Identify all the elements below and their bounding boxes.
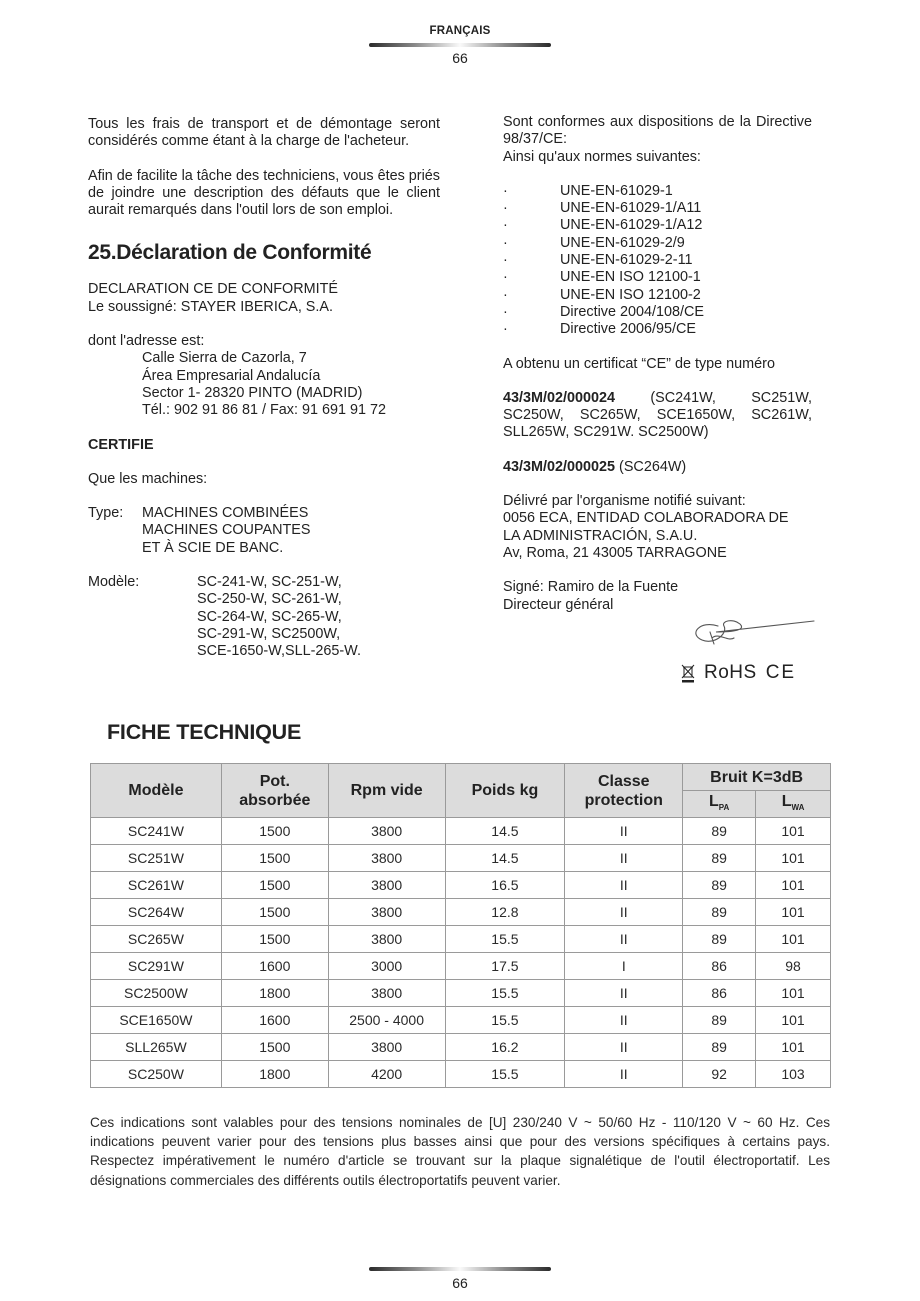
cell-rpm: 3800 [328,845,445,872]
standard-label: UNE-EN-61029-1/A12 [560,217,703,234]
cell-class: II [565,845,683,872]
cell-lwa: 101 [756,872,831,899]
issuer-line: LA ADMINISTRACIÓN, S.A.U. [503,527,698,544]
col-power [221,764,328,818]
col-class-line2: protection [584,791,663,809]
table-row [91,953,831,980]
cell-lpa: 89 [683,899,756,926]
col-weight: Poids kg [445,764,565,818]
cell-model: SCE1650W [91,1007,222,1034]
standards-list [503,183,812,339]
cell-weight: 17.5 [445,953,565,980]
language-header: FRANÇAIS [429,25,491,37]
standard-item [503,269,812,286]
cell-weight: 14.5 [445,818,565,845]
page-number-top: 66 [452,50,468,66]
standard-label: UNE-EN-61029-2/9 [560,234,685,251]
standard-item [503,235,812,252]
cell-lwa: 101 [756,926,831,953]
cell-class: I [565,953,683,980]
cell-rpm: 4200 [328,1061,445,1088]
certificate-1-number: 43/3M/02/000024 [503,389,616,406]
standard-label: Directive 2004/108/CE [560,303,704,320]
table-row [91,980,831,1007]
table-row [91,845,831,872]
cell-lpa: 89 [683,1007,756,1034]
col-power-line1: Pot. [259,772,290,790]
cell-weight: 12.8 [445,899,565,926]
voltage-note: Ces indications sont valables pour des tensions nominales de [U] 230/240 V ~ 50/60 Hz - 110/120 V ~ 60 Hz. Ces indications peuvent varier pour des tensions plus basses ainsi que pour des versions spécifiques à certains pays. Respectez impérativement le numéro d'article se trouvant sur la plaque signalétique de l'outil électroportatif. Les désignations commerciales des différents outils électroportatifs peuvent varier. [90,1115,830,1188]
conformity-text: Sont conformes aux dispositions de la Directive 98/37/CE: [503,114,812,148]
cell-rpm: 3800 [328,818,445,845]
section-title: 25.Déclaration de Conformité [88,241,372,265]
col-model: Modèle [91,764,222,818]
table-row [91,1061,831,1088]
bullet-icon: · [503,321,508,338]
cell-rpm: 2500 - 4000 [328,1007,445,1034]
cell-model: SC251W [91,845,222,872]
standard-item [503,287,812,304]
col-lwa [756,791,831,818]
table-header-row [91,764,831,791]
cell-lwa: 101 [756,1034,831,1061]
address-line: Área Empresarial Andalucía [142,367,321,384]
cell-rpm: 3800 [328,926,445,953]
cell-lpa: 89 [683,845,756,872]
right-column [503,114,812,614]
cell-lwa: 101 [756,899,831,926]
standard-label: UNE-EN ISO 12100-2 [560,286,701,303]
cell-lpa: 89 [683,926,756,953]
ce-mark: CE [765,662,797,683]
standard-label: UNE-EN-61029-1 [560,182,673,199]
table-row [91,899,831,926]
cell-lpa: 86 [683,980,756,1007]
col-class-line1: Classe [597,772,650,790]
cell-weight: 16.5 [445,872,565,899]
certificate-1-models: (SC241W, SC251W, SC250W, SC265W, SCE1650W, SC261W, SLL265W, SC291W. SC2500W) [503,389,812,441]
cell-lpa: 89 [683,818,756,845]
standard-item [503,200,812,217]
cell-model: SC265W [91,926,222,953]
cell-weight: 15.5 [445,1061,565,1088]
cell-lpa: 92 [683,1061,756,1088]
col-lpa [683,791,756,818]
cell-power: 1500 [221,899,328,926]
certifie-heading: CERTIFIE [88,436,154,453]
cell-weight: 16.2 [445,1034,565,1061]
model-line: SC-291-W, SC2500W, [197,625,341,642]
cell-model: SC250W [91,1061,222,1088]
table-row [91,872,831,899]
cell-class: II [565,1061,683,1088]
issuer-line: Av, Roma, 21 43005 TARRAGONE [503,544,727,561]
type-line: MACHINES COMBINÉES [142,505,309,522]
cell-weight: 15.5 [445,1007,565,1034]
issuer-line: 0056 ECA, ENTIDAD COLABORADORA DE [503,510,789,527]
fiche-title: FICHE TECHNIQUE [107,720,302,744]
cell-power: 1500 [221,1034,328,1061]
machines-intro: Que les machines: [88,470,208,487]
cell-class: II [565,1034,683,1061]
certificate-2 [503,459,812,476]
left-column [88,116,440,661]
standard-label: UNE-EN-61029-2-11 [560,252,693,269]
certificate-2-number: 43/3M/02/000025 [503,458,616,475]
address-intro: dont l'adresse est: [88,333,205,350]
cell-model: SLL265W [91,1034,222,1061]
cell-model: SC291W [91,953,222,980]
cell-class: II [565,980,683,1007]
undersigned: Le soussigné: STAYER IBERICA, S.A. [88,298,334,315]
declaration-title: DECLARATION CE DE CONFORMITÉ [88,281,338,298]
cell-class: II [565,926,683,953]
bullet-icon: · [503,182,508,199]
bullet-icon: · [503,303,508,320]
standards-intro: Ainsi qu'aux normes suivantes: [503,148,701,165]
weee-bin-icon [681,663,695,683]
cell-lwa: 101 [756,818,831,845]
col-lwa-sub: WA [791,802,805,812]
bullet-icon: · [503,234,508,251]
cell-lwa: 103 [756,1061,831,1088]
table-row [91,1007,831,1034]
address-block [88,350,440,419]
issuer-line: Délivré par l'organisme notifié suivant: [503,493,746,510]
address-line: Sector 1- 28320 PINTO (MADRID) [142,384,363,401]
col-rpm: Rpm vide [328,764,445,818]
model-line: SC-264-W, SC-265-W, [197,608,342,625]
address-line: Tél.: 902 91 86 81 / Fax: 91 691 91 72 [142,402,387,419]
model-line: SC-250-W, SC-261-W, [197,591,342,608]
type-line: MACHINES COUPANTES [142,522,311,539]
standard-label: Directive 2006/95/CE [560,321,696,338]
cell-lpa: 86 [683,953,756,980]
cell-power: 1500 [221,818,328,845]
col-lpa-main: L [708,792,719,810]
model-label: Modèle: [88,574,140,591]
compliance-logos [681,660,796,686]
cell-class: II [565,899,683,926]
type-label: Type: [88,505,124,522]
cell-rpm: 3800 [328,872,445,899]
cell-lwa: 98 [756,953,831,980]
table-row [91,926,831,953]
type-line: ET À SCIE DE BANC. [142,539,284,556]
col-noise: Bruit K=3dB [683,764,831,791]
cell-model: SC2500W [91,980,222,1007]
standard-label: UNE-EN-61029-1/A11 [560,200,702,217]
cell-class: II [565,1007,683,1034]
cell-rpm: 3000 [328,953,445,980]
spec-table [90,763,831,1088]
cell-power: 1600 [221,1007,328,1034]
col-lwa-main: L [781,792,792,810]
cell-lwa: 101 [756,845,831,872]
col-lpa-sub: PA [718,802,730,812]
cell-model: SC261W [91,872,222,899]
cell-lpa: 89 [683,1034,756,1061]
cell-weight: 15.5 [445,980,565,1007]
standard-label: UNE-EN ISO 12100-1 [560,269,701,286]
cell-lwa: 101 [756,980,831,1007]
bullet-icon: · [503,252,508,269]
col-power-line2: absorbée [239,791,311,809]
cell-class: II [565,872,683,899]
certificate-1 [503,390,812,442]
signed-by: Signé: Ramiro de la Fuente [503,579,679,596]
cell-power: 1500 [221,845,328,872]
certificate-2-models: (SC264W) [615,458,687,475]
standard-item [503,252,812,269]
standard-item [503,304,812,321]
bullet-icon: · [503,286,508,303]
header-divider [369,43,551,47]
cell-weight: 15.5 [445,926,565,953]
page-number-bottom: 66 [452,1275,468,1291]
technicians-paragraph: Afin de facilite la tâche des techniciens, vous êtes priés de joindre une description des défauts que le client aurait remarqués dans l'outil lors de son emploi. [88,167,440,219]
certificate-intro: A obtenu un certificat “CE” de type numéro [503,355,775,372]
footer-divider [369,1267,551,1271]
address-line: Calle Sierra de Cazorla, 7 [142,350,307,367]
type-block [88,505,440,557]
cell-rpm: 3800 [328,899,445,926]
bullet-icon: · [503,217,508,234]
transport-paragraph: Tous les frais de transport et de démontage seront considérés comme étant à la charge de l'acheteur. [88,116,440,150]
model-line: SCE-1650-W,SLL-265-W. [197,643,361,660]
standard-item [503,217,812,234]
model-block [88,574,440,660]
cell-power: 1600 [221,953,328,980]
model-line: SC-241-W, SC-251-W, [197,574,342,591]
standard-item [503,321,812,338]
cell-power: 1500 [221,926,328,953]
signer-title: Directeur général [503,596,614,613]
cell-rpm: 3800 [328,1034,445,1061]
table-row [91,818,831,845]
rohs-logo: RoHS [704,662,757,683]
cell-class: II [565,818,683,845]
signature-icon [688,612,816,652]
cell-weight: 14.5 [445,845,565,872]
cell-power: 1800 [221,980,328,1007]
table-row [91,1034,831,1061]
cell-model: SC264W [91,899,222,926]
cell-lpa: 89 [683,872,756,899]
bullet-icon: · [503,269,508,286]
cell-power: 1500 [221,872,328,899]
cell-lwa: 101 [756,1007,831,1034]
standard-item [503,183,812,200]
cell-model: SC241W [91,818,222,845]
col-class [565,764,683,818]
cell-power: 1800 [221,1061,328,1088]
bullet-icon: · [503,200,508,217]
cell-rpm: 3800 [328,980,445,1007]
